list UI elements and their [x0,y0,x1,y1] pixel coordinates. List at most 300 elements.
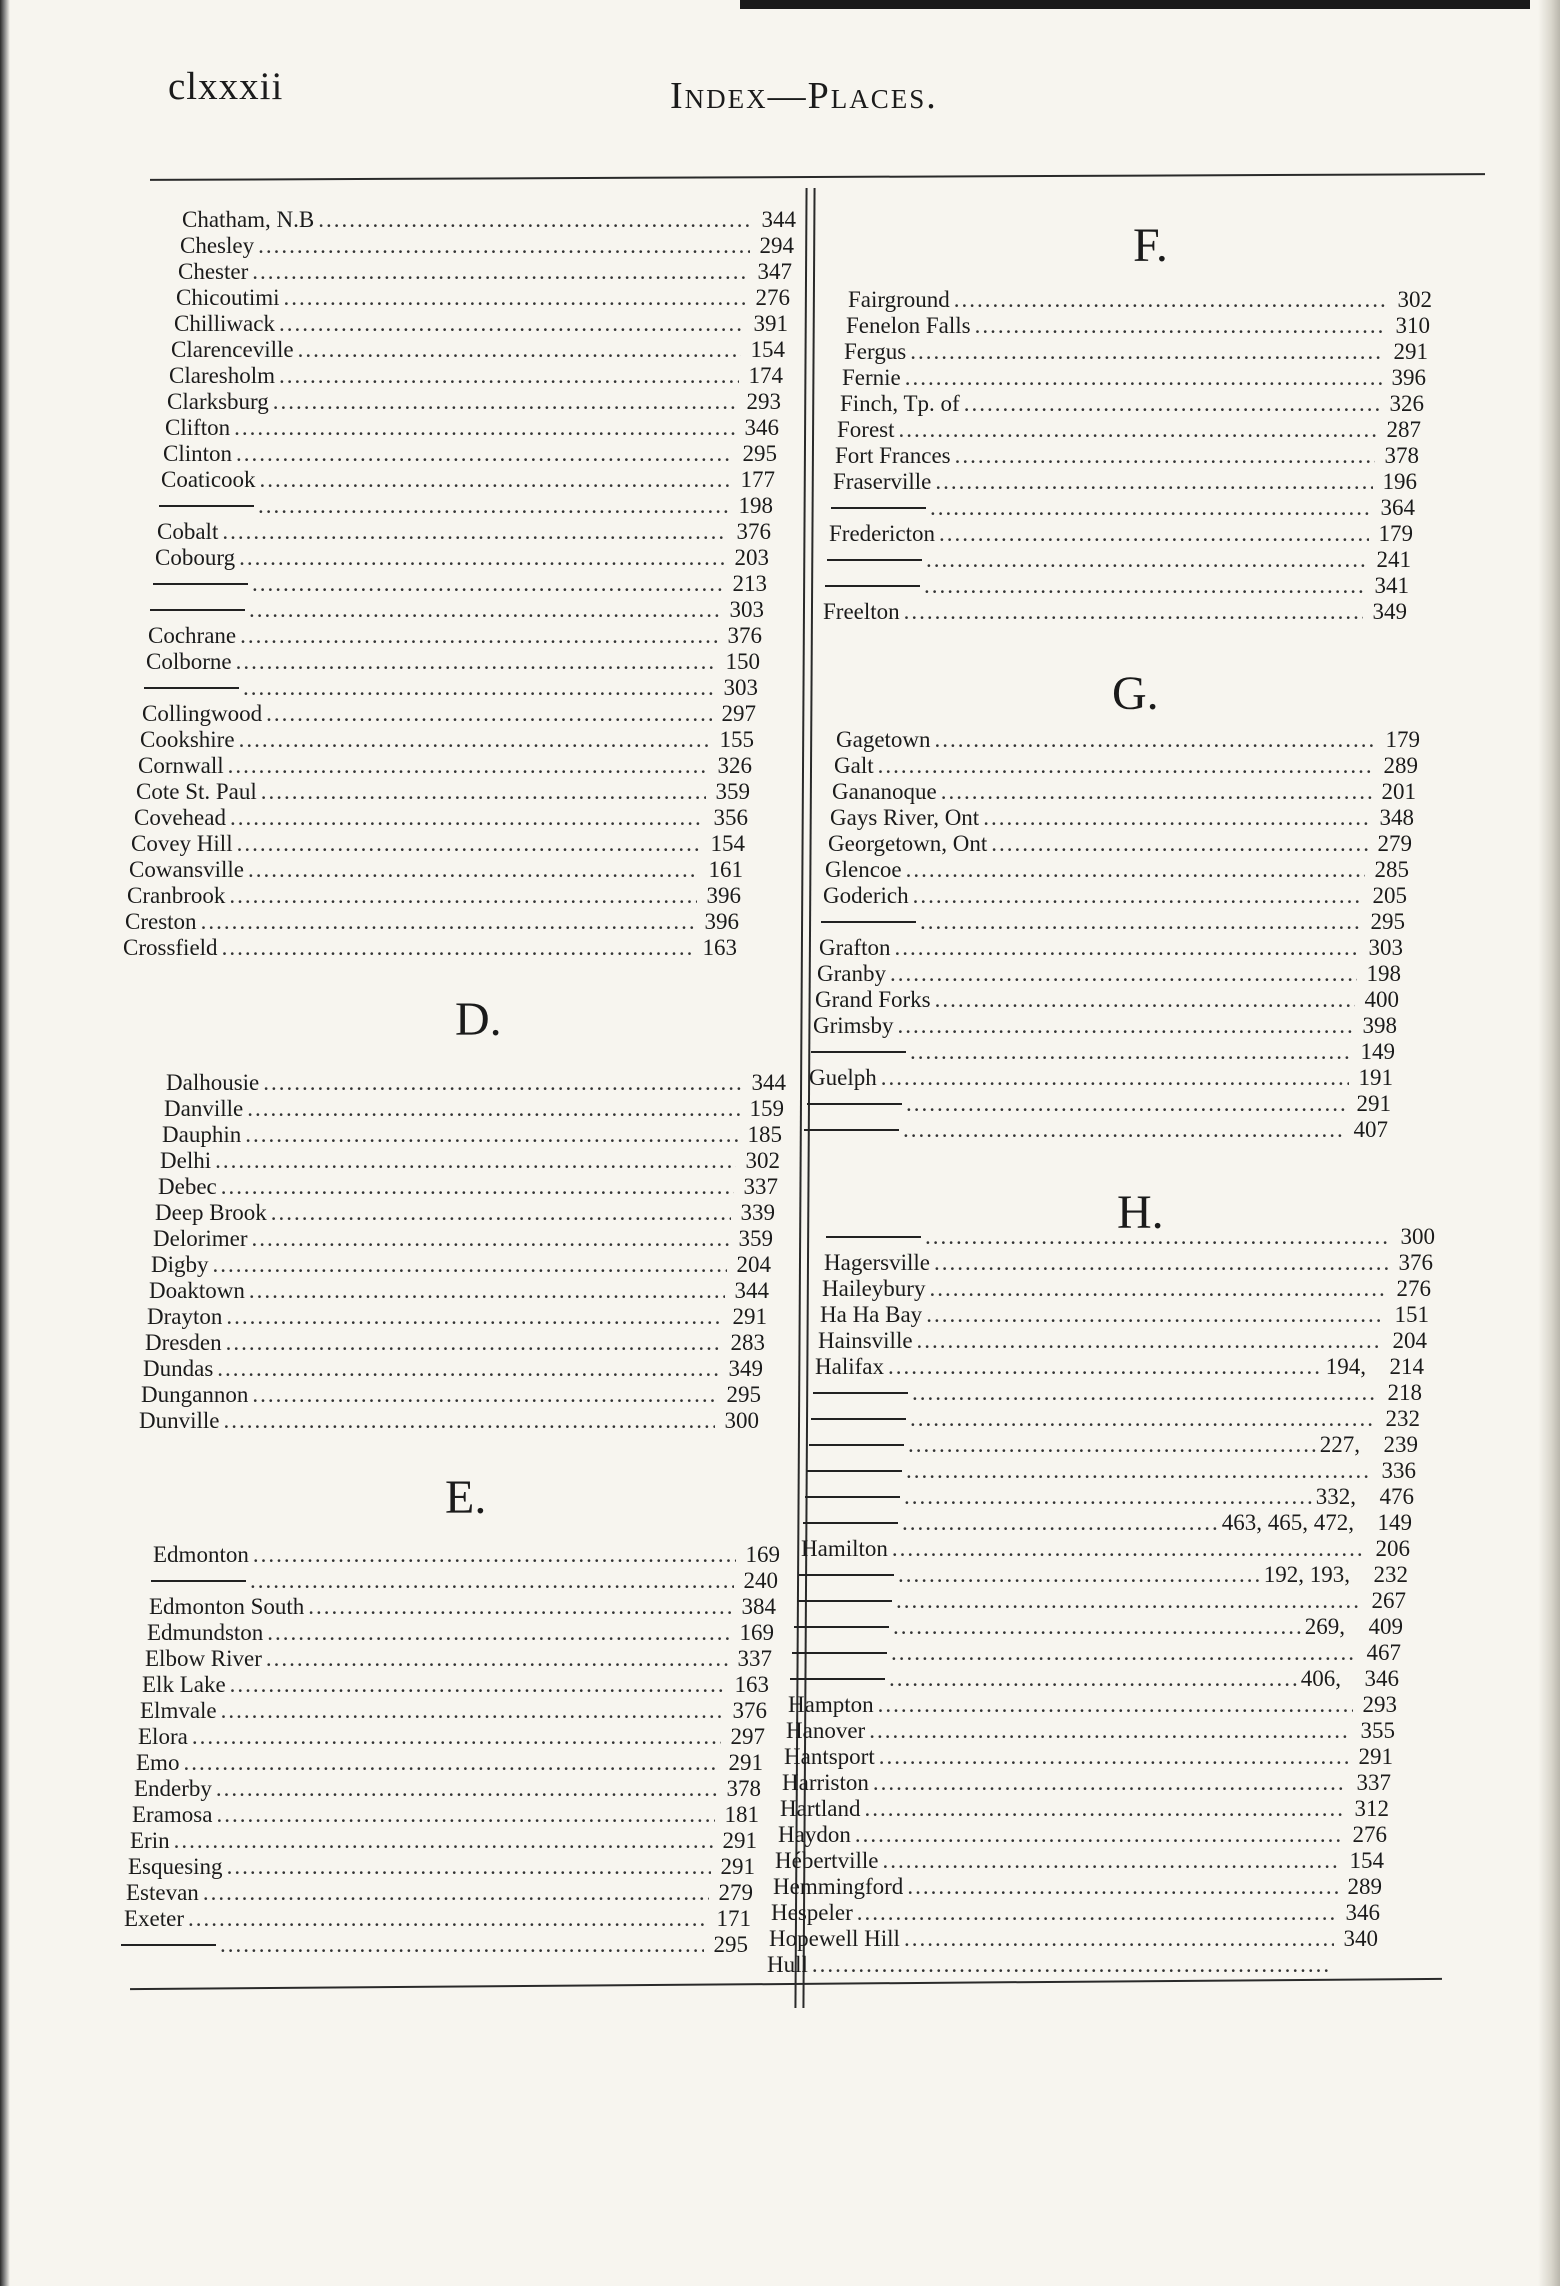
place-name: Dunville [139,1408,220,1433]
place-name: Goderich [823,883,909,908]
index-entry [809,1432,1418,1458]
leader-dots [220,1932,704,1958]
index-entry [827,547,1411,573]
page-reference: 185 [747,1122,782,1147]
ditto-rule [797,1600,892,1603]
index-entry [830,805,1414,831]
leader-dots [245,1122,738,1148]
place-name: Fairground [848,287,950,312]
page-reference: 174 [748,363,783,388]
place-name: Clinton [163,441,233,466]
index-entry [817,961,1401,987]
top-edge-rule [740,0,1530,9]
leader-dots [908,1432,1316,1458]
leader-dots [252,1382,717,1408]
page-reference: 291 [728,1750,763,1775]
leader-dots [902,1510,1218,1536]
leader-dots [188,1906,707,1932]
page-reference: 203 [734,545,769,570]
place-name: Hull [767,1952,808,1977]
leader-dots [903,1117,1344,1143]
ditto-rule [827,559,922,562]
page-reference: 326 [1389,391,1424,416]
index-entry [123,935,737,961]
leader-dots [913,883,1363,909]
page-reference: 344 [734,1278,769,1303]
page-reference: 398 [1362,1013,1397,1038]
index-entry [124,1906,751,1932]
place-name: Gananoque [832,779,937,804]
place-name: Eramosa [132,1802,213,1827]
index-entry [769,1926,1378,1952]
index-entry [804,1117,1388,1143]
index-entry [821,909,1405,935]
place-name: Elora [138,1724,188,1749]
section-letter-e: E. [445,1471,487,1524]
index-entry [147,1304,767,1330]
place-name: Haydon [778,1822,851,1847]
page-reference: 213 [732,571,767,596]
ditto-rule [151,1580,246,1583]
index-entry [178,259,792,285]
place-name: Edmonton South [149,1594,305,1619]
place-name: Dresden [145,1330,222,1355]
page-reference: 349 [1372,599,1407,624]
place-name: Glencoe [825,857,902,882]
index-entry [142,1672,769,1698]
page-reference: 293 [1362,1692,1397,1717]
index-entry [149,1278,769,1304]
ditto-rule [826,1236,921,1239]
additional-pages: 463, 465, 472, [1221,1510,1354,1535]
page-heading: Index—Places. [670,75,938,117]
index-entry [807,1091,1391,1117]
index-entry [161,467,775,493]
leader-dots [183,1750,719,1776]
leader-dots [917,1328,1383,1354]
leader-dots [201,909,695,935]
leader-dots [939,521,1369,547]
additional-pages: 406, [1300,1666,1341,1691]
index-entry [780,1796,1389,1822]
page-reference: 279 [718,1880,753,1905]
leader-dots [260,467,731,493]
leader-dots [279,363,739,389]
page-reference: 267 [1371,1588,1406,1613]
index-entry [815,1354,1424,1380]
page-reference: 276 [1396,1276,1431,1301]
index-entry [805,1484,1414,1510]
index-entry [126,1880,753,1906]
index-entry [176,285,790,311]
leader-dots [226,1330,721,1356]
leader-dots [243,675,714,701]
page-reference: 149 [1360,1039,1395,1064]
place-name: Chesley [180,233,255,258]
index-entry [153,1542,780,1568]
place-name: Granby [817,961,886,986]
page-reference: 302 [1397,287,1432,312]
place-name: Grand Forks [815,987,931,1012]
leader-dots [237,831,701,857]
leader-dots [222,519,727,545]
page-reference: 163 [702,935,737,960]
index-entry [813,1380,1422,1406]
index-entry [786,1718,1395,1744]
page-reference: 214 [1389,1354,1424,1379]
index-entry [131,831,745,857]
index-entry [842,365,1426,391]
leader-dots [252,1226,729,1252]
leader-dots [258,493,729,519]
page-reference: 359 [738,1226,773,1251]
page-reference: 340 [1343,1926,1378,1951]
leader-dots [906,1458,1372,1484]
leader-dots [252,571,723,597]
leader-dots [263,1070,742,1096]
leader-dots [912,1380,1378,1406]
leader-dots [227,1854,711,1880]
page-reference: 409 [1368,1614,1403,1639]
page-reference: 407 [1353,1117,1388,1142]
leader-dots [203,1880,709,1906]
page-reference: 337 [1356,1770,1391,1795]
leader-dots [266,1646,728,1672]
place-name: Cote St. Paul [136,779,257,804]
index-entry [149,1594,776,1620]
ditto-rule [153,583,248,586]
place-name: Emo [136,1750,180,1775]
index-entry [145,1330,765,1356]
leader-dots [174,1828,713,1854]
leader-dots [221,1174,734,1200]
page-number: clxxxii [168,65,284,108]
place-name: Cobalt [157,519,219,544]
page-reference: 276 [755,285,790,310]
page-reference: 293 [746,389,781,414]
leader-dots [229,883,697,909]
index-entry [823,883,1407,909]
page-reference: 376 [727,623,762,648]
place-name: Guelph [809,1065,877,1090]
index-entry [169,363,783,389]
leader-dots [975,313,1386,339]
index-entry [148,623,762,649]
page-reference: 291 [722,1828,757,1853]
page-reference: 341 [1374,573,1409,598]
place-name: Covehead [134,805,226,830]
place-name: Harriston [782,1770,869,1795]
index-entry [848,287,1432,313]
index-entry [815,987,1399,1013]
leader-dots [271,1200,731,1226]
index-entry [157,519,771,545]
leader-dots [253,1542,736,1568]
page-reference: 337 [743,1174,778,1199]
page-reference: 310 [1395,313,1430,338]
index-entry [151,1252,771,1278]
place-name: Debec [158,1174,217,1199]
page-reference: 204 [1392,1328,1427,1353]
place-name: Esquesing [128,1854,223,1879]
index-entry [773,1874,1382,1900]
leader-dots [878,753,1374,779]
leader-dots [891,1640,1357,1666]
index-entry [136,779,750,805]
leader-dots [907,1874,1338,1900]
leader-dots [230,805,704,831]
place-name: Gagetown [836,727,931,752]
page-reference: 359 [715,779,750,804]
leader-dots [920,909,1361,935]
page-reference: 232 [1373,1562,1408,1587]
index-entry [128,1854,755,1880]
index-entry [811,1406,1420,1432]
page-reference: 196 [1382,469,1417,494]
place-name: Creston [125,909,197,934]
index-entry [134,1776,761,1802]
page-reference: 300 [724,1408,759,1433]
leader-dots [213,1252,728,1278]
ditto-rule [809,1444,904,1447]
page-reference: 295 [713,1932,748,1957]
index-entry [790,1666,1399,1692]
place-name: Collingwood [142,701,263,726]
index-entry [143,1356,763,1382]
place-name: Elk Lake [142,1672,226,1697]
leader-dots [926,547,1367,573]
ditto-rule [813,1392,908,1395]
index-entry [141,1382,761,1408]
index-entry [164,1096,784,1122]
leader-dots [889,1666,1297,1692]
index-entry [158,1174,778,1200]
page-reference: 163 [734,1672,769,1697]
leader-dots [873,1770,1347,1796]
index-entry [146,649,760,675]
index-entry [782,1770,1391,1796]
page-reference: 396 [704,909,739,934]
ditto-rule [825,585,920,588]
place-name: Chilliwack [174,311,275,336]
leader-dots [224,1408,716,1434]
index-entry [167,389,781,415]
place-name: Edmundston [147,1620,264,1645]
place-name: Ha Ha Bay [820,1302,923,1327]
leader-dots [318,207,752,233]
page-reference: 337 [737,1646,772,1671]
place-name: Hamilton [801,1536,888,1561]
page-reference: 154 [710,831,745,856]
place-name: Hopewell Hill [769,1926,900,1951]
leader-dots [964,391,1380,417]
ditto-rule [794,1626,889,1629]
index-entry [832,779,1416,805]
leader-dots [216,1776,717,1802]
page-reference: 476 [1379,1484,1414,1509]
leader-dots [906,857,1365,883]
leader-dots [228,753,708,779]
place-name: Cowansville [129,857,244,882]
leader-dots [273,389,737,415]
page-reference: 294 [759,233,794,258]
place-name: Dundas [143,1356,214,1381]
place-name: Delorimer [153,1226,248,1251]
leader-dots [230,1672,725,1698]
leader-dots [221,1698,723,1724]
index-entry [809,1065,1393,1091]
place-name: Grafton [819,935,891,960]
leader-dots [935,469,1373,495]
section-letter-g: G. [1112,667,1159,720]
place-name: Fenelon Falls [846,313,971,338]
leader-dots [935,727,1376,753]
page-reference: 326 [717,753,752,778]
page-reference: 300 [1400,1224,1435,1249]
additional-pages: 269, [1304,1614,1345,1639]
leader-dots [266,701,712,727]
page-reference: 239 [1383,1432,1418,1457]
leader-dots [896,1588,1362,1614]
index-entry [797,1588,1406,1614]
index-entry [138,1724,765,1750]
additional-pages: 332, [1315,1484,1356,1509]
page-reference: 291 [1393,339,1428,364]
place-name: Hemmingford [773,1874,904,1899]
index-entry [166,1070,786,1096]
ditto-rule [792,1652,887,1655]
index-entry [833,469,1417,495]
place-name: Deep Brook [155,1200,267,1225]
section-letter-h: H. [1117,1186,1164,1239]
place-name: Crossfield [123,935,218,960]
index-entry [775,1848,1384,1874]
index-entry [811,1039,1395,1065]
additional-pages: 227, [1319,1432,1360,1457]
leader-dots [881,1065,1349,1091]
page-reference: 297 [730,1724,765,1749]
index-entry [801,1536,1410,1562]
place-name: Delhi [160,1148,212,1173]
page-reference: 150 [725,649,760,674]
index-entry [836,727,1420,753]
leader-dots [869,1718,1351,1744]
page-reference: 279 [1377,831,1412,856]
place-name: Hampton [788,1692,874,1717]
leader-dots [904,599,1363,625]
leader-dots [910,1406,1376,1432]
page-reference: 467 [1366,1640,1401,1665]
page-reference: 376 [1398,1250,1433,1275]
place-name: Cochrane [148,623,237,648]
place-name: Hartland [780,1796,861,1821]
leader-dots [284,285,747,311]
page-reference: 291 [720,1854,755,1879]
place-name: Doaktown [149,1278,245,1303]
page-reference: 344 [761,207,796,232]
leader-dots [222,935,693,961]
place-name: Covey Hill [131,831,233,856]
index-entry [837,417,1421,443]
index-entry [803,1510,1412,1536]
place-name: Hespeler [771,1900,853,1925]
place-name: Chicoutimi [176,285,280,310]
leader-dots [249,1278,725,1304]
leader-dots [239,727,710,753]
place-name: Hagersville [824,1250,931,1275]
section-letter-f: F. [1133,219,1168,272]
leader-dots [308,1594,732,1620]
page-reference: 346 [744,415,779,440]
index-entry [155,545,769,571]
page-reference: 295 [742,441,777,466]
index-entry [140,1698,767,1724]
page-reference: 396 [1391,365,1426,390]
leader-dots [215,1148,736,1174]
leader-dots [888,1354,1322,1380]
index-entry [144,675,758,701]
section-letter-d: D. [455,993,502,1046]
place-name: Elbow River [145,1646,262,1671]
place-name: Cornwall [138,753,224,778]
place-name: Estevan [126,1880,199,1905]
index-entry [139,1408,759,1434]
place-name: Hébertville [775,1848,879,1873]
index-entry [813,1013,1397,1039]
leader-dots [857,1900,1336,1926]
index-entry [828,831,1412,857]
leader-dots [926,1302,1385,1328]
index-entry [162,1122,782,1148]
place-name: Colborne [146,649,232,674]
page-reference: 346 [1345,1900,1380,1925]
page-reference: 276 [1352,1822,1387,1847]
page-reference: 349 [728,1356,763,1381]
leader-dots [855,1822,1343,1848]
ditto-rule [790,1678,885,1681]
ditto-rule [799,1574,894,1577]
page-reference: 218 [1387,1380,1422,1405]
page-reference: 303 [1368,935,1403,960]
page-reference: 149 [1377,1510,1412,1535]
index-entry [127,883,741,909]
leader-dots [250,1568,734,1594]
page-reference: 155 [719,727,754,752]
leader-dots [267,1620,730,1646]
place-name: Clifton [165,415,231,440]
place-name: Enderby [134,1776,212,1801]
index-entry [819,935,1403,961]
index-entry [794,1614,1403,1640]
page-reference: 376 [736,519,771,544]
page-reference: 376 [732,1698,767,1723]
place-name: Hantsport [784,1744,875,1769]
page-reference: 154 [750,337,785,362]
place-name: Finch, Tp. of [840,391,960,416]
place-name: Cookshire [140,727,235,752]
place-name: Dalhousie [166,1070,260,1095]
page-reference: 297 [721,701,756,726]
page-reference: 240 [743,1568,778,1593]
page-reference: 171 [716,1906,751,1931]
index-entry [831,495,1415,521]
page-reference: 295 [726,1382,761,1407]
index-entry [825,573,1409,599]
leader-dots [929,1276,1387,1302]
index-entry [840,391,1424,417]
index-entry [151,1568,778,1594]
place-name: Fernie [842,365,901,390]
